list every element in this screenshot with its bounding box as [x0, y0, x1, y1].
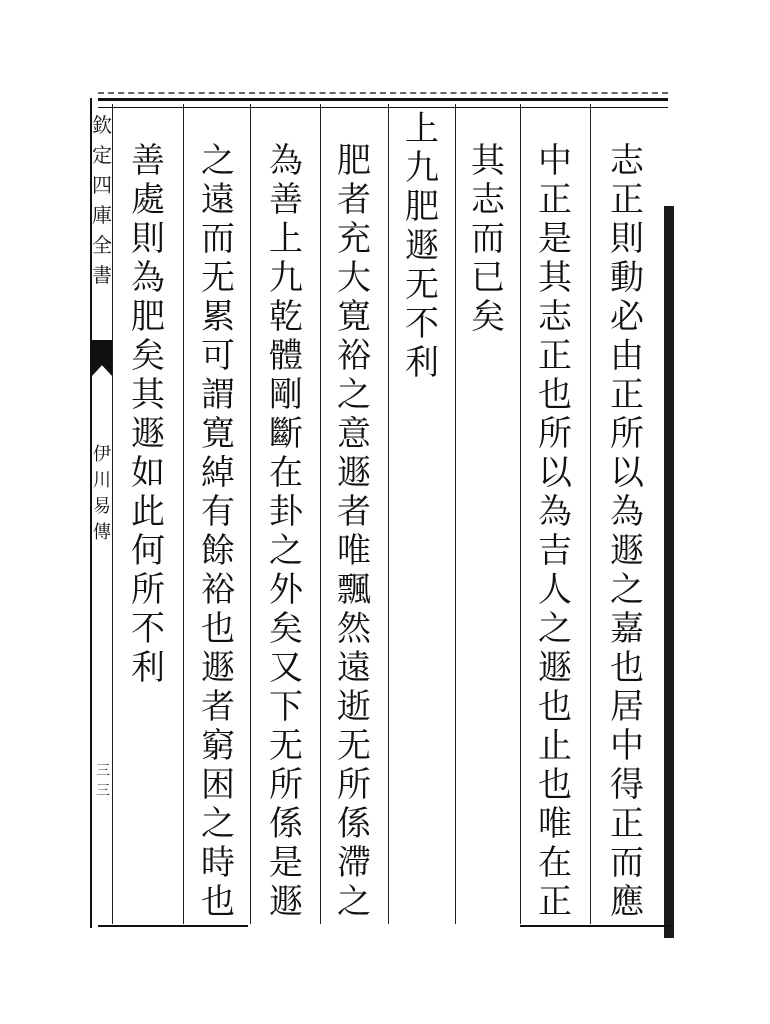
- column-rule: [250, 104, 251, 924]
- character: 正: [610, 180, 644, 220]
- column-text: [527, 142, 583, 922]
- character: 綽: [201, 453, 235, 493]
- character: 无: [405, 265, 439, 305]
- frame-bottom-border-left: [98, 925, 248, 927]
- column-rule: [183, 104, 184, 924]
- character: 肥: [405, 187, 439, 227]
- character: 然: [337, 609, 371, 649]
- character: 之: [201, 141, 235, 181]
- character: 者: [201, 687, 235, 727]
- character: 正: [610, 375, 644, 415]
- character: 无: [201, 258, 235, 298]
- character: 有: [201, 492, 235, 532]
- character: 寛: [201, 414, 235, 454]
- character: 之: [201, 804, 235, 844]
- character: 困: [201, 765, 235, 805]
- character: 上: [405, 109, 439, 149]
- character: 如: [131, 453, 165, 493]
- character: 由: [610, 336, 644, 376]
- character: 則: [131, 219, 165, 259]
- frame-bottom-border-right: [520, 925, 670, 927]
- character: 遯: [610, 531, 644, 571]
- character: 遯: [337, 453, 371, 493]
- character: 累: [201, 297, 235, 337]
- character: 時: [201, 843, 235, 883]
- margin-page-number: 三三: [96, 763, 108, 799]
- character: 上: [269, 219, 303, 259]
- character: 為: [538, 492, 572, 532]
- character: 是: [538, 219, 572, 259]
- column-rule: [320, 104, 321, 924]
- character: 充: [337, 219, 371, 259]
- character: 餘: [201, 531, 235, 571]
- character: 肥: [337, 141, 371, 181]
- character: 遯: [405, 226, 439, 266]
- margin-title-char: 欽: [92, 113, 112, 137]
- margin-title-char: 四: [92, 173, 112, 197]
- column-text: [120, 142, 176, 688]
- character: 所: [610, 414, 644, 454]
- character: 正: [610, 804, 644, 844]
- frame-top-dashed-line: [98, 92, 668, 94]
- character: 何: [131, 531, 165, 571]
- character: 卦: [269, 492, 303, 532]
- margin-book-char: 伊: [93, 444, 111, 465]
- character: 九: [269, 258, 303, 298]
- character: 矣: [471, 297, 505, 337]
- character: 唯: [337, 531, 371, 571]
- column-text: [258, 142, 314, 922]
- character: 體: [269, 336, 303, 376]
- character: 之: [337, 882, 371, 922]
- character: 也: [538, 375, 572, 415]
- character: 正: [538, 882, 572, 922]
- margin-collection-title: [92, 110, 112, 290]
- character: 其: [131, 375, 165, 415]
- character: 此: [131, 492, 165, 532]
- character: 之: [538, 609, 572, 649]
- character: 是: [269, 843, 303, 883]
- character: 窮: [201, 726, 235, 766]
- column-text: [599, 142, 655, 922]
- text-column-1: [599, 142, 655, 922]
- character: 而: [610, 843, 644, 883]
- character: 矣: [269, 609, 303, 649]
- character: 志: [610, 141, 644, 181]
- margin-book-char: 川: [93, 470, 111, 491]
- column-rule: [520, 104, 521, 924]
- character: 也: [538, 687, 572, 727]
- character: 中: [610, 726, 644, 766]
- character: 為: [131, 258, 165, 298]
- character: 在: [538, 843, 572, 883]
- character: 在: [269, 453, 303, 493]
- character: 嘉: [610, 609, 644, 649]
- character: 者: [337, 180, 371, 220]
- character: 遠: [337, 648, 371, 688]
- character: 為: [610, 492, 644, 532]
- character: 之: [610, 570, 644, 610]
- margin-title-char: 庫: [92, 203, 112, 227]
- character: 之: [337, 375, 371, 415]
- character: 肥: [131, 297, 165, 337]
- character: 人: [538, 570, 572, 610]
- character: 所: [538, 414, 572, 454]
- text-column-6: [258, 142, 314, 922]
- character: 又: [269, 648, 303, 688]
- margin-title-char: 定: [92, 143, 112, 167]
- character: 遯: [538, 648, 572, 688]
- character: 其: [471, 141, 505, 181]
- character: 无: [269, 726, 303, 766]
- character: 係: [269, 804, 303, 844]
- character: 係: [337, 804, 371, 844]
- character: 所: [131, 570, 165, 610]
- character: 寛: [337, 297, 371, 337]
- character: 遠: [201, 180, 235, 220]
- column-text: [190, 142, 246, 922]
- text-column-2: [527, 142, 583, 922]
- character: 乾: [269, 297, 303, 337]
- margin-book-char: 傳: [93, 522, 111, 543]
- character: 居: [610, 687, 644, 727]
- character: 正: [538, 336, 572, 376]
- character: 已: [471, 258, 505, 298]
- column-rule: [590, 104, 591, 924]
- character: 為: [269, 141, 303, 181]
- character: 以: [610, 453, 644, 493]
- character: 也: [538, 765, 572, 805]
- character: 裕: [337, 336, 371, 376]
- character: 則: [610, 219, 644, 259]
- character: 也: [201, 882, 235, 922]
- character: 矣: [131, 336, 165, 376]
- character: 善: [269, 180, 303, 220]
- character: 必: [610, 297, 644, 337]
- character: 善: [131, 141, 165, 181]
- character: 止: [538, 726, 572, 766]
- character: 利: [405, 343, 439, 383]
- character: 之: [269, 531, 303, 571]
- character: 逝: [337, 687, 371, 727]
- character: 不: [131, 609, 165, 649]
- character: 而: [201, 219, 235, 259]
- column-text: [326, 142, 382, 922]
- character: 遯: [131, 414, 165, 454]
- margin-book-char: 易: [93, 496, 111, 517]
- character: 滯: [337, 843, 371, 883]
- character: 遯: [269, 882, 303, 922]
- character: 處: [131, 180, 165, 220]
- character: 正: [538, 180, 572, 220]
- character: 无: [337, 726, 371, 766]
- character: 志: [471, 180, 505, 220]
- character: 其: [538, 258, 572, 298]
- margin-title-char: 書: [92, 263, 112, 287]
- character: 中: [538, 141, 572, 181]
- character: 可: [201, 336, 235, 376]
- character: 應: [610, 882, 644, 922]
- character: 得: [610, 765, 644, 805]
- character: 而: [471, 219, 505, 259]
- column-text: [394, 110, 450, 383]
- character: 動: [610, 258, 644, 298]
- character: 唯: [538, 804, 572, 844]
- frame-right-border: [664, 206, 674, 938]
- character: 裕: [201, 570, 235, 610]
- character: 以: [538, 453, 572, 493]
- character: 飄: [337, 570, 371, 610]
- character: 斷: [269, 414, 303, 454]
- margin-book-title: [91, 442, 113, 546]
- character: 也: [610, 648, 644, 688]
- column-rule: [455, 104, 456, 924]
- character: 所: [269, 765, 303, 805]
- text-column-8: [120, 142, 176, 688]
- character: 九: [405, 148, 439, 188]
- column-rule: [388, 104, 389, 924]
- character: 者: [337, 492, 371, 532]
- character: 大: [337, 258, 371, 298]
- character: 也: [201, 609, 235, 649]
- character: 下: [269, 687, 303, 727]
- text-column-4: [394, 110, 450, 383]
- column-text: [460, 142, 516, 337]
- character: 不: [405, 304, 439, 344]
- character: 外: [269, 570, 303, 610]
- character: 意: [337, 414, 371, 454]
- text-column-3: [460, 142, 516, 337]
- character: 遯: [201, 648, 235, 688]
- character: 所: [337, 765, 371, 805]
- margin-title-char: 全: [92, 233, 112, 257]
- text-column-5: [326, 142, 382, 922]
- character: 志: [538, 297, 572, 337]
- column-rule: [112, 104, 113, 924]
- character: 吉: [538, 531, 572, 571]
- character: 剛: [269, 375, 303, 415]
- character: 利: [131, 648, 165, 688]
- character: 謂: [201, 375, 235, 415]
- text-column-7: [190, 142, 246, 922]
